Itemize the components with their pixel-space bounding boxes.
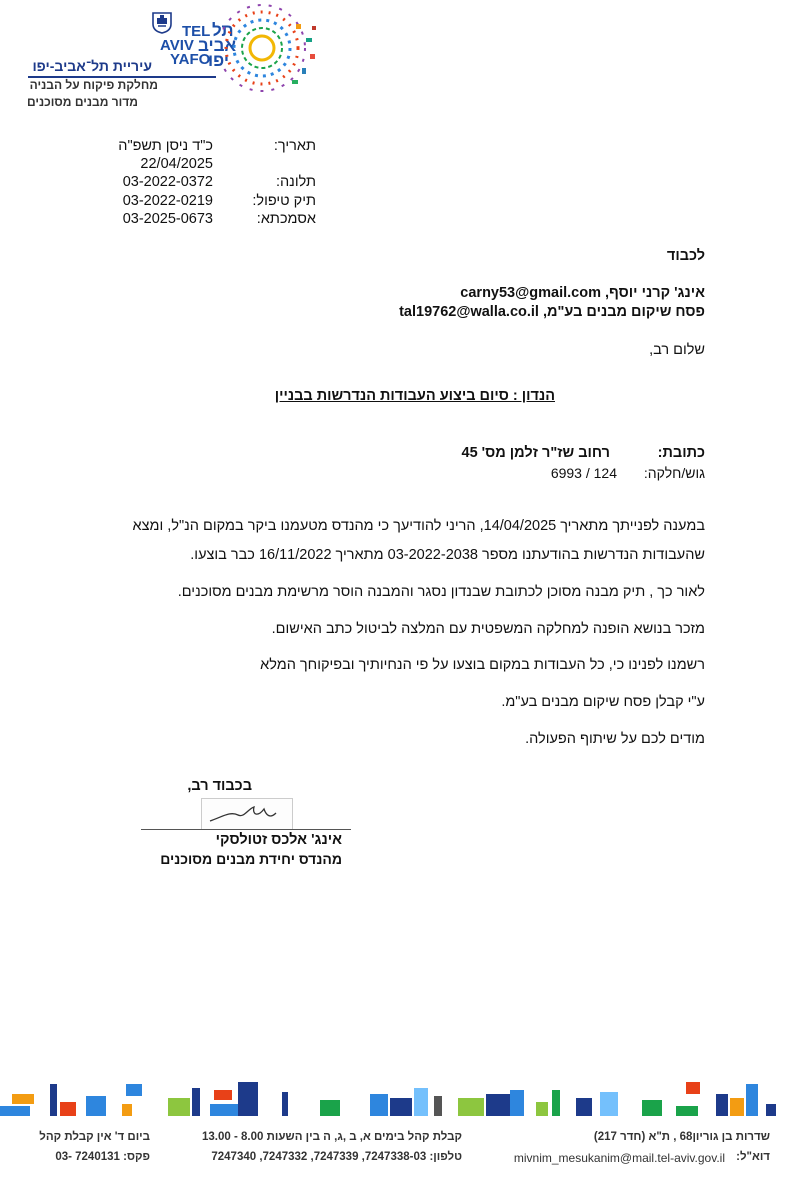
date-gregorian: 22/04/2025 [140, 156, 213, 172]
sub-department-name: מדור מבנים מסוכנים [26, 95, 138, 109]
body-paragraph: מודים לכם על שיתוף הפעולה. [525, 731, 705, 747]
block-parcel-label: גוש/חלקה: [643, 465, 705, 481]
recipient-line-2: פסח שיקום מבנים בע"מ, tal19762@walla.co.il [399, 304, 705, 320]
footer-fax: פקס: 7240131 -03 [55, 1151, 150, 1163]
closing-phrase: בכבוד רב, [187, 778, 252, 794]
date-hebrew: כ"ד ניסן תשפ"ה [118, 138, 213, 154]
document-ref-label: אסמכתא: [256, 211, 316, 227]
footer-hours: קבלת קהל בימים א, ב ,ג, ה בין השעות 8.00 - 13.00 [202, 1131, 462, 1143]
body-paragraph: ע"י קבלן פסח שיקום מבנים בע"מ. [501, 694, 705, 710]
department-name: מחלקת פיקוח על הבניה [29, 78, 158, 92]
logo-heb-yafo: יפו [208, 51, 230, 70]
greeting: שלום רב, [649, 342, 705, 358]
body-paragraph: במענה לפנייתך מתאריך 14/04/2025, הריני להודיעך כי מהנדס מטעמנו ביקר במקום הנ"ל, ומצא [132, 518, 705, 534]
address-label: כתובת: [657, 445, 705, 461]
footer-email-label: דוא"ל: [736, 1151, 770, 1163]
case-number: 03-2022-0219 [122, 193, 213, 209]
footer-email-link[interactable]: mivnim_mesukanim@mail.tel-aviv.gov.il [513, 1151, 725, 1165]
logo-heb-aviv: אביב [198, 36, 237, 55]
body-paragraph: שהעבודות הנדרשות בהודעתנו מספר 03-2022-2038 מתאריך 16/11/2022 כבר בוצעו. [190, 547, 705, 563]
complaint-label: תלונה: [275, 174, 316, 190]
recipient-line-1: אינג' קרני יוסף, carny53@gmail.com [460, 285, 705, 301]
body-paragraph: מזכר בנושא הופנה למחלקה המשפטית עם המלצה לביטול כתב האישום. [271, 621, 705, 637]
footer-phones: טלפון: 7247338-03, 7247339, 7247332, 7247340 [211, 1151, 462, 1163]
block-parcel-value: 6993 / 124 [550, 465, 617, 481]
signer-name: אינג' אלכס זטולסקי [215, 832, 342, 848]
signer-title: מהנדס יחידת מבנים מסוכנים [160, 851, 342, 867]
logo-tel: TEL [182, 23, 211, 40]
logo-aviv: AVIV [160, 37, 194, 54]
organization-name: עיריית תל־אביב-יפו [32, 58, 152, 74]
footer-no-reception: ביום ד' אין קבלת קהל [39, 1131, 150, 1143]
document-ref-number: 03-2025-0673 [122, 211, 213, 227]
signature-line [141, 829, 351, 830]
city-logo-burst-icon [222, 4, 322, 94]
logo-yafo: YAFO [170, 51, 211, 68]
complaint-number: 03-2022-0372 [122, 174, 213, 190]
logo-heb-tel: תל [212, 21, 234, 40]
handwritten-signature [201, 798, 293, 830]
footer-decorative-blocks [0, 1076, 800, 1120]
footer-address: שדרות בן גוריון68 , ת"א (חדר 217) [593, 1131, 770, 1143]
to-label: לכבוד [666, 248, 705, 264]
body-paragraph: לאור כך , תיק מבנה מסוכן לכתובת שבנדון נסגר והמבנה הוסר מרשימת מבנים מסוכנים. [177, 584, 705, 600]
subject-line: הנדון : סיום ביצוע העבודות הנדרשות בבניין [274, 388, 555, 404]
body-paragraph: רשמנו לפנינו כי, כל העבודות במקום בוצעו על פי הנחיותיך ובפיקוחך המלא [260, 657, 705, 673]
case-label: תיק טיפול: [252, 193, 316, 209]
date-label: תאריך: [273, 138, 316, 154]
address-value: רחוב שז"ר זלמן מס' 45 [461, 445, 610, 461]
